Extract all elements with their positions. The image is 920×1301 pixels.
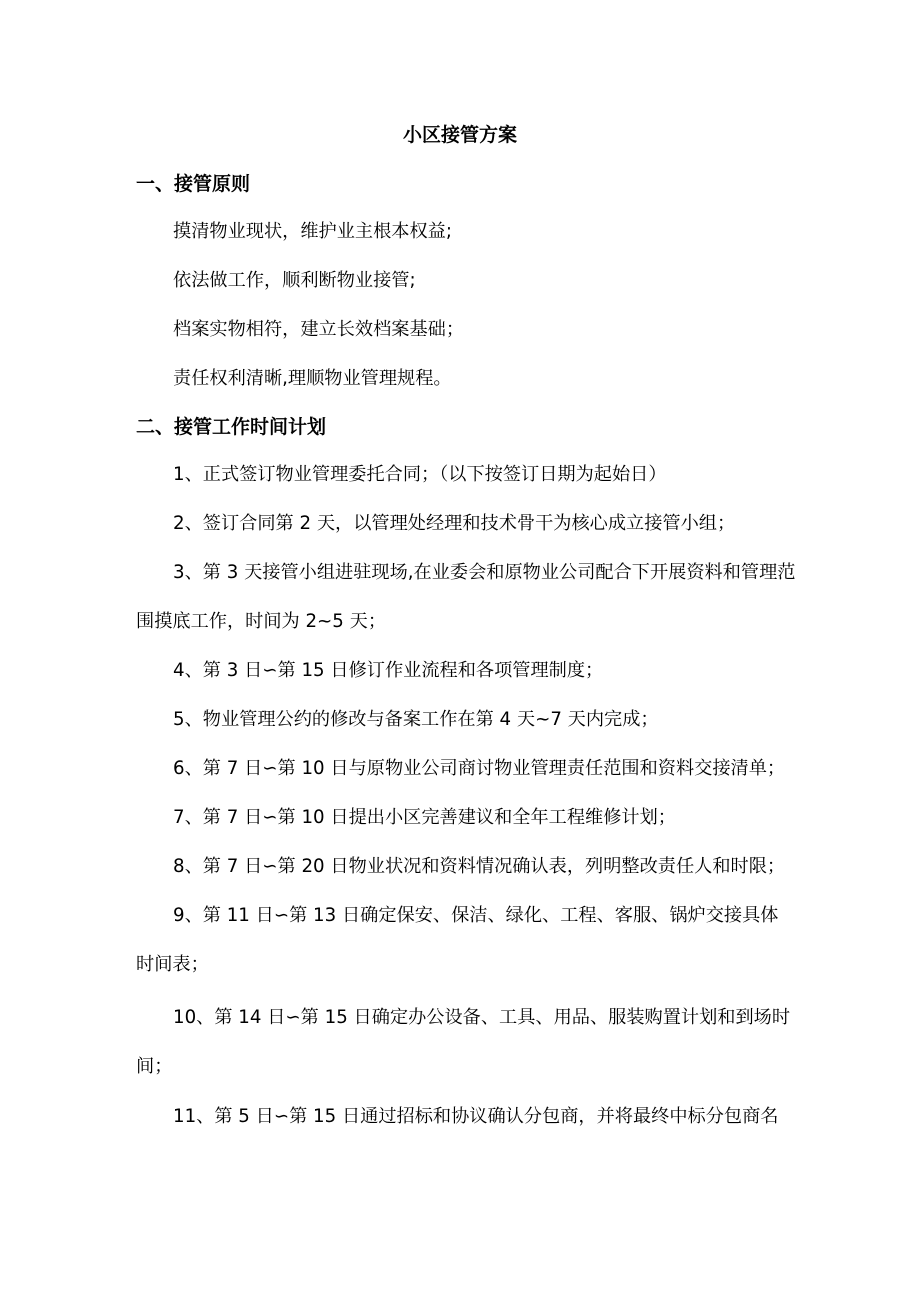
principle-paragraph: 依法做工作，顺利断物业接管; [173, 270, 416, 291]
schedule-item: 9、第 11 日∽第 13 日确定保安、保洁、绿化、工程、客服、锅炉交接具体时间表； [136, 905, 779, 975]
principle-paragraph: 档案实物相符，建立长效档案基础； [173, 319, 465, 340]
schedule-item: 1、正式签订物业管理委托合同；（以下按签订日期为起始日） [173, 464, 667, 485]
schedule-item: 8、第 7 日∽第 20 日物业状况和资料情况确认表，列明整改责任人和时限； [173, 856, 786, 877]
schedule-item: 4、第 3 日∽第 15 日修订作业流程和各项管理制度； [173, 660, 604, 681]
principle-paragraph: 责任权利清晰,理顺物业管理规程。 [173, 368, 452, 389]
schedule-item: 6、第 7 日∽第 10 日与原物业公司商讨物业管理责任范围和资料交接清单； [173, 758, 786, 779]
schedule-item: 11、第 5 日∽第 15 日通过招标和协议确认分包商，并将最终中标分包商名 [173, 1106, 779, 1127]
section-heading-schedule: 二、接管工作时间计划 [136, 416, 327, 438]
schedule-item: 3、第 3 天接管小组进驻现场,在业委会和原物业公司配合下开展资料和管理范围摸底工作，时间为 2~5 天； [136, 562, 796, 632]
schedule-item: 2、签订合同第 2 天，以管理处经理和技术骨干为核心成立接管小组； [173, 513, 736, 534]
principle-paragraph: 摸清物业现状，维护业主根本权益; [173, 221, 452, 242]
schedule-item: 5、物业管理公约的修改与备案工作在第 4 天~7 天内完成； [173, 709, 659, 730]
document-title: 小区接管方案 [402, 124, 517, 146]
schedule-item: 7、第 7 日∽第 10 日提出小区完善建议和全年工程维修计划； [173, 807, 676, 828]
section-heading-principles: 一、接管原则 [136, 173, 251, 195]
schedule-item: 10、第 14 日∽第 15 日确定办公设备、工具、用品、服装购置计划和到场时间； [136, 1007, 791, 1077]
